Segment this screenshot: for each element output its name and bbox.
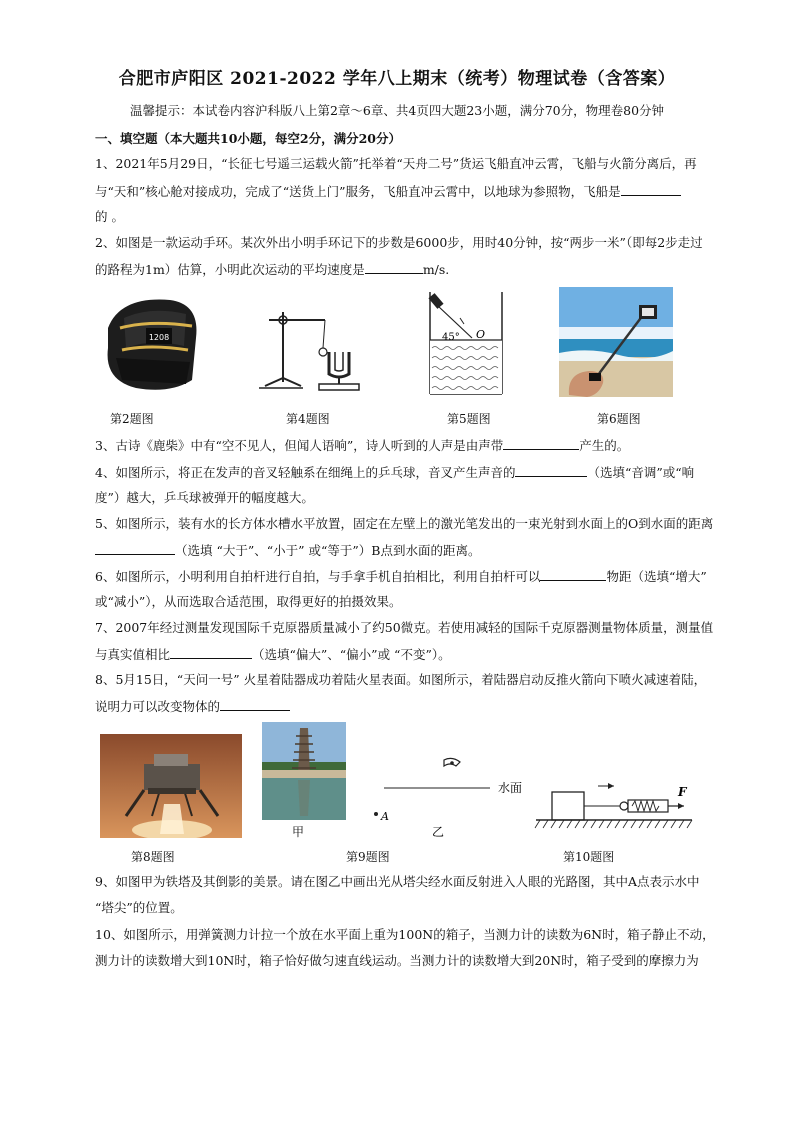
q4-line1: 4、如图所示，将正在发声的音叉轻触系在细绳上的乒乓球，音叉产生声音的 （选填“音调”或“响 bbox=[95, 465, 695, 480]
q5-line1: 5、如图所示，装有水的长方体水槽水平放置，固定在左壁上的激光笔发出的一束光射到水面上的O到水面的距离 bbox=[95, 516, 714, 531]
answer-blank bbox=[540, 568, 606, 581]
q10-line1: 10、如图所示，用弹簧测力计拉一个放在水平面上重为100N的箱子，当测力计的读数为6N时，箱子静止不动， bbox=[95, 927, 715, 942]
q9-line1: 9、如图甲为铁塔及其倒影的美景。请在图乙中画出光从塔尖经水面反射进入人眼的光路图，其中A点表示水中 bbox=[95, 874, 700, 889]
point-a-label: A bbox=[381, 810, 389, 823]
q10-line2: 测力计的读数增大到10N时，箱子恰好做匀速直线运动。当测力计的读数增大到20N时，箱子受到的摩擦力为 bbox=[95, 953, 699, 968]
answer-blank bbox=[515, 464, 587, 477]
mars-lander-figure bbox=[100, 734, 242, 838]
q5-line2: （选填 “大于”、“小于” 或“等于”）B点到水面的距离。 bbox=[95, 542, 705, 559]
point-o-label: O bbox=[476, 328, 486, 341]
q4-line2: 度”）越大，乒乓球被弹开的幅度越大。 bbox=[95, 490, 314, 505]
q8-line1: 8、5月15日，“天问一号” 火星着陆器成功着陆火星表面。如图所示，着陆器启动反推火箭向下喷火减速着陆， bbox=[95, 672, 707, 687]
pagoda-photo-figure bbox=[262, 722, 346, 820]
spring-scale-figure bbox=[532, 776, 696, 838]
fig9-yi-label: 乙 bbox=[432, 825, 445, 839]
answer-blank bbox=[621, 183, 681, 196]
q2-line1: 2、如图是一款运动手环。某次外出小明手环记下的步数是6000步，用时40分钟，按“两步一米”（即每2步走过 bbox=[95, 235, 703, 250]
answer-blank bbox=[95, 542, 175, 555]
tuning-fork-figure bbox=[255, 298, 365, 396]
selfie-stick-figure bbox=[559, 287, 673, 397]
q6-line1: 6、如图所示，小明利用自拍杆进行自拍，与手拿手机自拍相比，利用自拍杆可以 物距（选填“增大” bbox=[95, 569, 707, 584]
answer-blank bbox=[220, 698, 290, 711]
fig5-caption: 第5题图 bbox=[447, 412, 491, 426]
fitness-band-figure bbox=[100, 288, 210, 396]
fig4-caption: 第4题图 bbox=[286, 412, 330, 426]
page-title: 合肥市庐阳区 2021-2022 学年八上期末（统考）物理试卷（含答案） bbox=[118, 69, 676, 89]
answer-blank bbox=[170, 646, 252, 659]
q7-line2: 与真实值相比 （选填“偏大”、“偏小”或 “不变”）。 bbox=[95, 647, 451, 662]
water-surface-label: 水面 bbox=[498, 781, 523, 795]
fig6-caption: 第6题图 bbox=[597, 412, 641, 426]
fig10-caption: 第10题图 bbox=[563, 850, 615, 864]
q1-line2: 与“天和”核心舱对接成功，完成了“送货上门”服务，飞船直冲云霄中，以地球为参照物，飞船是 bbox=[95, 183, 705, 200]
q6-line2: 或“减小”），从而选取合适范围，取得更好的拍摄效果。 bbox=[95, 594, 402, 609]
q1-line3: 的 。 bbox=[95, 209, 124, 224]
angle-label: 45° bbox=[442, 332, 460, 343]
answer-blank bbox=[365, 261, 423, 274]
fig9-jia-label: 甲 bbox=[292, 825, 305, 839]
fig9-caption: 第9题图 bbox=[346, 850, 390, 864]
force-f-label: F bbox=[678, 785, 687, 799]
water-tank-figure bbox=[420, 288, 512, 400]
section-heading: 一、填空题（本大题共10小题，每空2分，满分20分） bbox=[95, 131, 401, 146]
q1-line1: 1、2021年5月29日，“长征七号遥三运载火箭”托举着“天舟二号”货运飞船直冲云霄，飞船与火箭分离后，再 bbox=[95, 156, 697, 171]
answer-blank bbox=[503, 437, 579, 450]
q8-line2: 说明力可以改变物体的 bbox=[95, 698, 705, 715]
fig8-caption: 第8题图 bbox=[131, 850, 175, 864]
tip-text: 温馨提示：本试卷内容沪科版八上第2章～6章、共4页四大题23小题，满分70分，物理卷80分钟 bbox=[129, 103, 665, 118]
band-display: 1208 bbox=[148, 333, 170, 342]
q3-line: 3、古诗《鹿柴》中有“空不见人，但闻人语响”，诗人听到的人声是由声带 产生的。 bbox=[95, 438, 630, 453]
fig2-caption: 第2题图 bbox=[110, 412, 154, 426]
q7-line1: 7、2007年经过测量发现国际千克原器质量减小了约50微克。若使用减轻的国际千克原器测量物体质量，测量值 bbox=[95, 620, 714, 635]
reflection-diagram bbox=[366, 752, 534, 842]
q2-line2: 的路程为1m）估算，小明此次运动的平均速度是 m/s. bbox=[95, 262, 450, 277]
q9-line2: “塔尖”的位置。 bbox=[95, 900, 183, 915]
